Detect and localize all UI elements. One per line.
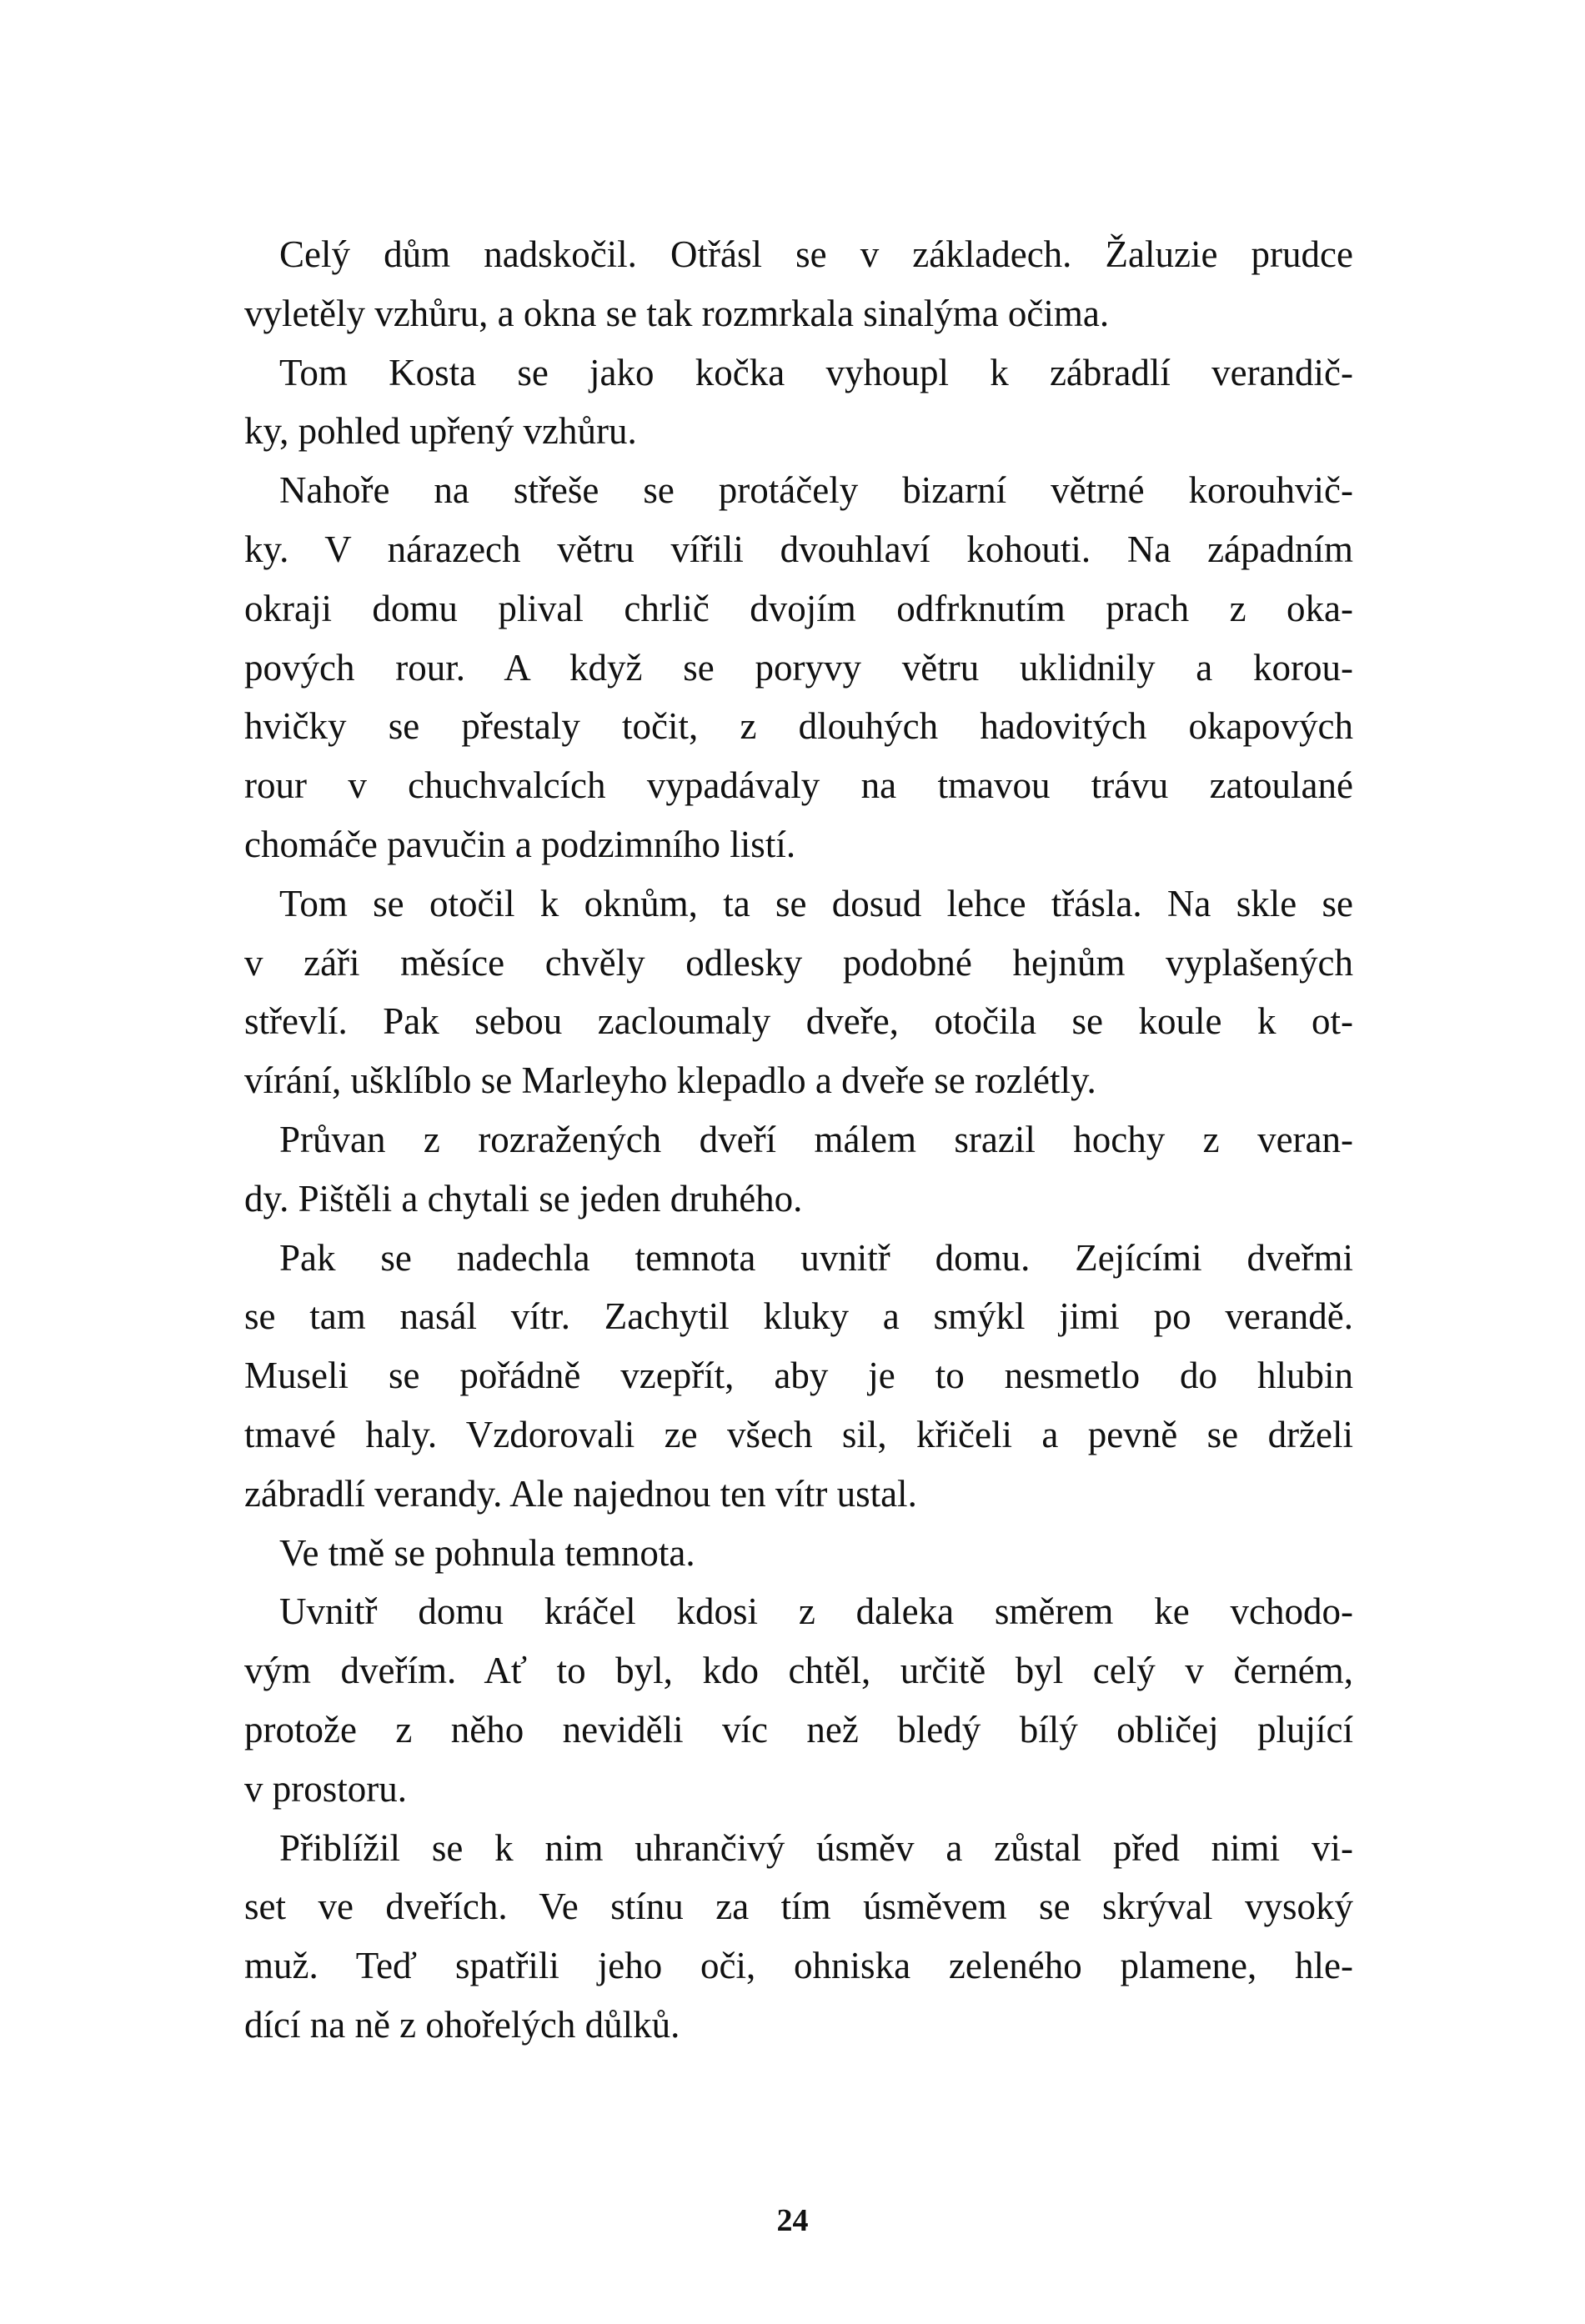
paragraph — [244, 225, 1353, 343]
text-line: Tom Kosta se jako kočka vyhoupl k zábradlí verandič- — [279, 351, 1353, 393]
text-line: ky, pohled upřený vzhůru. — [244, 410, 637, 453]
text-line: vým dveřím. Ať to byl, kdo chtěl, určitě byl celý v černém, — [244, 1650, 1353, 1692]
text-line: okraji domu plival chrlič dvojím odfrknutím prach z oka- — [244, 587, 1353, 629]
text-line: se tam nasál vítr. Zachytil kluky a smýkl jimi po verandě. — [244, 1295, 1353, 1338]
text-line: Museli se pořádně vzepřít, aby je to nesmetlo do hlubin — [244, 1355, 1353, 1397]
paragraph — [244, 1110, 1353, 1229]
text-line: vyletěly vzhůru, a okna se tak rozmrkala sinalýma očima. — [244, 292, 1110, 334]
paragraph — [244, 343, 1353, 462]
text-line: Ve tmě se pohnula temnota. — [279, 1531, 695, 1574]
paragraph — [244, 874, 1353, 1110]
text-line: hvičky se přestaly točit, z dlouhých hadovitých okapových — [244, 705, 1353, 748]
text-line: ky. V nárazech větru vířili dvouhlaví kohouti. Na západním — [244, 528, 1353, 570]
text-line: dy. Pištěli a chytali se jeden druhého. — [244, 1177, 803, 1220]
paragraph — [244, 1819, 1353, 2055]
text-line: Pak se nadechla temnota uvnitř domu. Zejícími dveřmi — [279, 1236, 1353, 1279]
text-line: Tom se otočil k oknům, ta se dosud lehce třásla. Na skle se — [279, 882, 1353, 924]
text-line: pových rour. A když se poryvy větru uklidnily a korou- — [244, 646, 1353, 689]
text-line: Nahoře na střeše se protáčely bizarní větrné korouhvič- — [279, 469, 1353, 512]
paragraph — [244, 461, 1353, 874]
text-line: střevlí. Pak sebou zacloumaly dveře, otočila se koule k ot- — [244, 1000, 1353, 1043]
text-line: tmavé haly. Vzdorovali ze všech sil, křičeli a pevně se drželi — [244, 1413, 1353, 1455]
text-line: Přiblížil se k nim uhrančivý úsměv a zůstal před nimi vi- — [279, 1826, 1353, 1869]
text-line: Uvnitř domu kráčel kdosi z daleka směrem ke vchodo- — [279, 1590, 1353, 1633]
text-line: v prostoru. — [244, 1767, 407, 1810]
text-line: dící na ně z ohořelých důlků. — [244, 2003, 680, 2046]
text-line: muž. Teď spatřili jeho oči, ohniska zeleného plamene, hle- — [244, 1945, 1353, 1987]
page-number: 24 — [776, 2203, 809, 2238]
paragraph — [244, 1524, 1353, 1583]
text-line: v záři měsíce chvěly odlesky podobné hejnům vyplašených — [244, 941, 1353, 984]
text-line: Průvan z rozražených dveří málem srazil hochy z veran- — [279, 1118, 1353, 1160]
text-line: rour v chuchvalcích vypadávaly na tmavou trávu zatoulané — [244, 764, 1353, 807]
text-line: vírání, ušklíblo se Marleyho klepadlo a dveře se rozlétly. — [244, 1059, 1096, 1102]
paragraph — [244, 1229, 1353, 1524]
text-line: Celý dům nadskočil. Otřásl se v základech. Žaluzie prudce — [279, 233, 1353, 275]
page-body-text — [244, 225, 1353, 2055]
text-line: zábradlí verandy. Ale najednou ten vítr ustal. — [244, 1472, 917, 1515]
text-line: chomáče pavučin a podzimního listí. — [244, 823, 796, 865]
text-line: set ve dveřích. Ve stínu za tím úsměvem se skrýval vysoký — [244, 1886, 1353, 1928]
paragraph — [244, 1582, 1353, 1818]
text-line: protože z něho neviděli víc než bledý bílý obličej plující — [244, 1708, 1353, 1751]
